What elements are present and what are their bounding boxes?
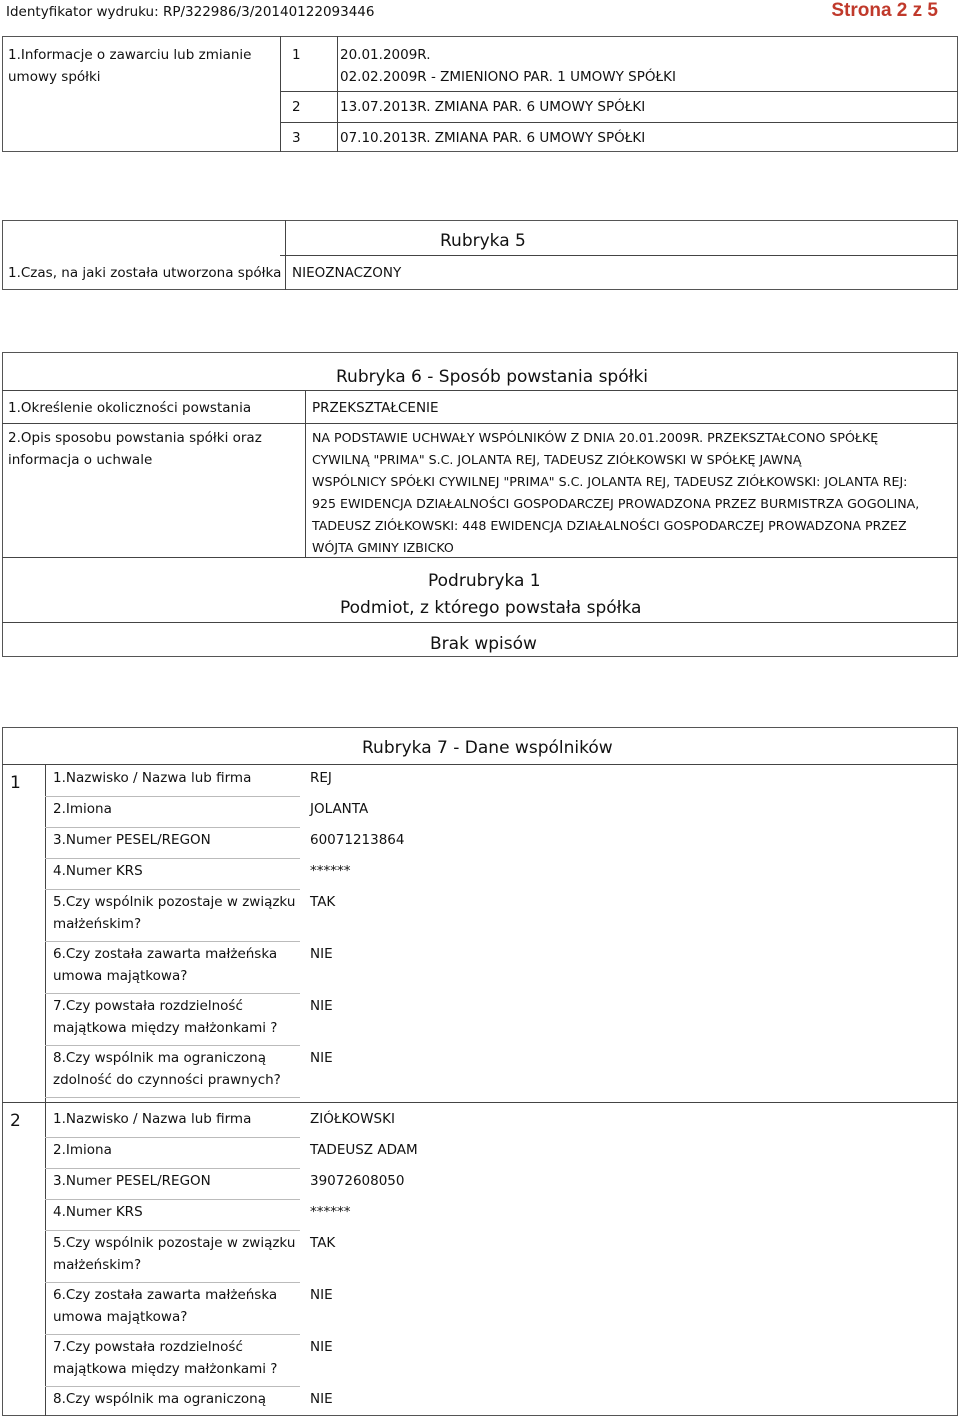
- partner-field-value: NIE: [310, 1050, 333, 1066]
- partner-field-value: TADEUSZ ADAM: [310, 1142, 418, 1158]
- partner-field-label: 3.Numer PESEL/REGON: [53, 832, 211, 848]
- partner-field-label: 5.Czy wspólnik pozostaje w związku małżeńskim?: [53, 1235, 296, 1273]
- partner-field-label: 6.Czy została zawarta małżeńska umowa majątkowa?: [53, 946, 278, 984]
- partner-field-label: 1.Nazwisko / Nazwa lub firma: [53, 1111, 252, 1127]
- partner-field-value: NIE: [310, 1287, 333, 1303]
- partner-field-value: REJ: [310, 770, 332, 786]
- contract-info-label: 1.Informacje o zawarciu lub zmianie umowy spółki: [8, 47, 252, 85]
- partner-field-label: 6.Czy została zawarta małżeńska umowa majątkowa?: [53, 1287, 278, 1325]
- entry-text: 20.01.2009R. 02.02.2009R - ZMIENIONO PAR. 1 UMOWY SPÓŁKI: [340, 47, 676, 85]
- partner-field-value: NIE: [310, 946, 333, 962]
- partner-field-value: NIE: [310, 1391, 333, 1407]
- rubryka-6-title: Rubryka 6 - Sposób powstania spółki: [336, 367, 649, 387]
- subsection-title: Podrubryka 1: [428, 571, 541, 591]
- page-number: Strona 2 z 5: [831, 0, 938, 21]
- entry-text: 13.07.2013R. ZMIANA PAR. 6 UMOWY SPÓŁKI: [340, 99, 646, 115]
- partner-field-label: 8.Czy wspólnik ma ograniczoną zdolność do czynności prawnych?: [53, 1050, 281, 1088]
- partner-field-value: JOLANTA: [310, 801, 369, 817]
- subsection-subtitle: Podmiot, z którego powstała spółka: [340, 598, 642, 618]
- partner-field-label: 4.Numer KRS: [53, 1204, 143, 1220]
- partner-field-label: 2.Imiona: [53, 801, 112, 817]
- partner-number: 2: [10, 1111, 21, 1131]
- partner-field-value: NIE: [310, 998, 333, 1014]
- partner-field-value: 60071213864: [310, 832, 405, 848]
- partner-number: 1: [10, 773, 21, 793]
- partner-field-value: NIE: [310, 1339, 333, 1355]
- entry-text: 07.10.2013R. ZMIANA PAR. 6 UMOWY SPÓŁKI: [340, 130, 646, 146]
- rubryka-7-title: Rubryka 7 - Dane wspólników: [362, 738, 613, 758]
- rubryka-5-title: Rubryka 5: [440, 231, 526, 251]
- circumstance-label: 1.Określenie okoliczności powstania: [8, 400, 252, 416]
- circumstance-value: PRZEKSZTAŁCENIE: [312, 400, 439, 416]
- description-text: NA PODSTAWIE UCHWAŁY WSPÓLNIKÓW Z DNIA 20.01.2009R. PRZEKSZTAŁCONO SPÓŁKĘ CYWILNĄ "PRIMA" S.C. JOLANTA REJ, TADEUSZ ZIÓŁKOWSKI W SPÓŁKĘ JAWNĄ WSPÓLNICY SPÓŁKI CYWILNEJ "PRIMA" S.C. JOLANTA REJ, TADEUSZ ZIÓŁKOWSKI: JOLANTA REJ: 925 EWIDENCJA DZIAŁALNOŚCI GOSPODARCZEJ PROWADZONA PRZEZ BURMISTRZA GOGOLINA, TADEUSZ ZIÓŁKOWSKI: 448 EWIDENCJA DZIAŁALNOŚCI GOSPODARCZEJ PROWADZONA PRZEZ WÓJTA GMINY IZBICKO: [312, 430, 920, 555]
- partner-field-value: ******: [310, 1204, 351, 1220]
- partner-field-label: 7.Czy powstała rozdzielność majątkowa między małżonkami ?: [53, 1339, 278, 1377]
- partner-field-label: 1.Nazwisko / Nazwa lub firma: [53, 770, 252, 786]
- duration-value: NIEOZNACZONY: [292, 265, 402, 281]
- partner-field-label: 5.Czy wspólnik pozostaje w związku małżeńskim?: [53, 894, 296, 932]
- description-label: 2.Opis sposobu powstania spółki oraz informacja o uchwale: [8, 430, 262, 468]
- partner-field-label: 2.Imiona: [53, 1142, 112, 1158]
- partner-field-value: ZIÓŁKOWSKI: [310, 1111, 395, 1127]
- entry-number: 1: [292, 47, 301, 63]
- partner-field-label: 7.Czy powstała rozdzielność majątkowa między małżonkami ?: [53, 998, 278, 1036]
- entry-number: 2: [292, 99, 301, 115]
- print-identifier: Identyfikator wydruku: RP/322986/3/20140122093446: [6, 4, 375, 20]
- partner-field-value: 39072608050: [310, 1173, 405, 1189]
- duration-label: 1.Czas, na jaki została utworzona spółka: [8, 265, 282, 281]
- partner-field-value: ******: [310, 863, 351, 879]
- partner-field-label: 8.Czy wspólnik ma ograniczoną: [53, 1391, 267, 1407]
- partner-field-value: TAK: [310, 1235, 336, 1251]
- partner-field-label: 4.Numer KRS: [53, 863, 143, 879]
- entry-number: 3: [292, 130, 301, 146]
- partner-field-value: TAK: [310, 894, 336, 910]
- no-entries-text: Brak wpisów: [430, 634, 537, 654]
- partner-field-label: 3.Numer PESEL/REGON: [53, 1173, 211, 1189]
